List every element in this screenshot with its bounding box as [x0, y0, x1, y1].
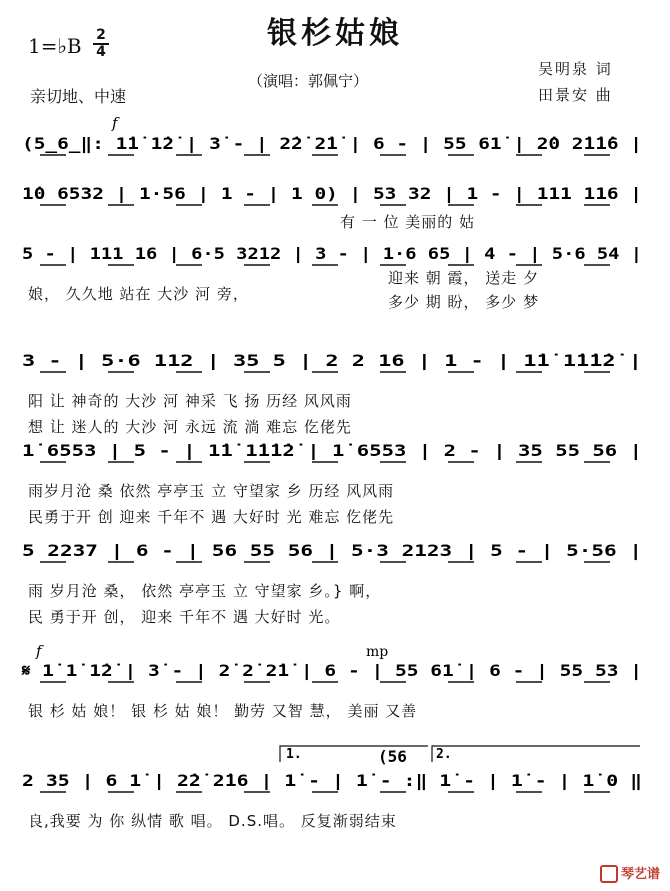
- lyric-line: 银 杉 姑 娘！ 银 杉 姑 娘！ 勤劳 又智 慧， 美丽 又善: [28, 702, 418, 720]
- volta-2: 2.: [436, 747, 452, 762]
- lyric-line: 阳 让 神奇的 大沙 河 神采 飞 扬 历经 风风雨: [28, 392, 352, 410]
- mp-mark: mp: [366, 644, 389, 660]
- lyric-line: 娘， 久久地 站在 大沙 河 旁，: [28, 285, 249, 303]
- notation-line: 𝄋 1̇ 1̇ 1̇2̇ | 3̇ - | 2̇ 2̇ 2̇1̇ | 6 - | 55 61̇ | 6 - | 55 53 |: [22, 661, 530, 680]
- lyric-line: 雨 岁月沧 桑， 依然 亭亭玉 立 守望家 乡。} 啊，: [28, 582, 382, 600]
- notation-line: 1̇0 6532 | 1·56 | 1 - | 1 0) | 53 32 | 1 - | 111 116 |: [22, 184, 533, 203]
- repeat-paren-56: (56: [378, 747, 407, 766]
- song-title: 银杉姑娘: [267, 16, 403, 51]
- lyric-line: 想 让 迷人的 大沙 河 永远 流 淌 难忘 仡佬先: [28, 418, 352, 436]
- volta-bracket: [432, 746, 640, 762]
- lyric-line: 雨岁月沧 桑 依然 亭亭玉 立 守望家 乡 历经 风风雨: [28, 482, 395, 500]
- time-bottom: 4: [96, 44, 106, 60]
- tempo-marking: 亲切地、中速: [30, 87, 127, 106]
- lyric-line: 有 一 位 美丽的 姑: [340, 213, 476, 231]
- notation-line: 3 - | 5·6 112 | 35 5 | 2 2 16 | 1 - | 1̇1̇ 1̇1̇1̇2̇ |: [22, 351, 475, 370]
- volta-1: 1.: [286, 747, 302, 762]
- notation-line: (5̲6̲‖: 1̇1̇ 1̇2̇ | 3̇ - | 2̇2̇ 2̇1̇ | 6 - | 55 61̇ | 2̇0 2̇1̇1̇6 |: [22, 134, 533, 153]
- watermark: [600, 863, 660, 884]
- notation-line: 5 2237 | 6 - | 56 55 56 | 5·3 2123 | 5 - | 5·56 |: [22, 541, 495, 560]
- time-top: 2: [96, 27, 106, 43]
- notation-line: 2 35 | 6 1̇ | 2̇2̇ 2̇16 | 1̇ - | 1̇ - :‖ 1̇ - | 1̇ - | 1̇ 0 ‖: [22, 771, 523, 790]
- forte-mark: f: [112, 114, 118, 132]
- brand-logo-icon: [600, 865, 618, 883]
- notation-line: 5 - | 111 16 | 6·5 3212 | 3 - | 1·6 65 | 4 - | 5·6 54 |: [22, 244, 552, 263]
- composer-credit: 田景安 曲: [538, 86, 613, 104]
- notation-line: 1̇ 6553 | 5 - | 1̇1̇ 1̇1̇1̇2̇ | 1̇ 6553 | 2 - | 35 55 56 |: [22, 441, 504, 460]
- lyric-line: 民勇于开 创 迎来 千年不 遇 大好时 光 难忘 仡佬先: [28, 508, 395, 526]
- forte-mark-ds: f: [36, 642, 42, 660]
- key-signature: 1=♭B: [28, 34, 82, 58]
- lyric-line: 迎来 朝 霞， 送走 夕: [388, 269, 540, 287]
- lyric-line: 民 勇于开 创， 迎来 千年不 遇 大好时 光。: [28, 608, 341, 626]
- lyricist-credit: 吴明泉 词: [538, 60, 613, 78]
- singer-credit: （演唱：郭佩宁）: [248, 72, 369, 90]
- watermark-text: 琴艺谱: [620, 866, 660, 882]
- lyric-line: 多少 期 盼， 多少 梦: [388, 293, 540, 311]
- lyric-line: 良,我要 为 你 纵情 歌 唱。 D.S.唱。 反复渐弱结束: [28, 812, 397, 830]
